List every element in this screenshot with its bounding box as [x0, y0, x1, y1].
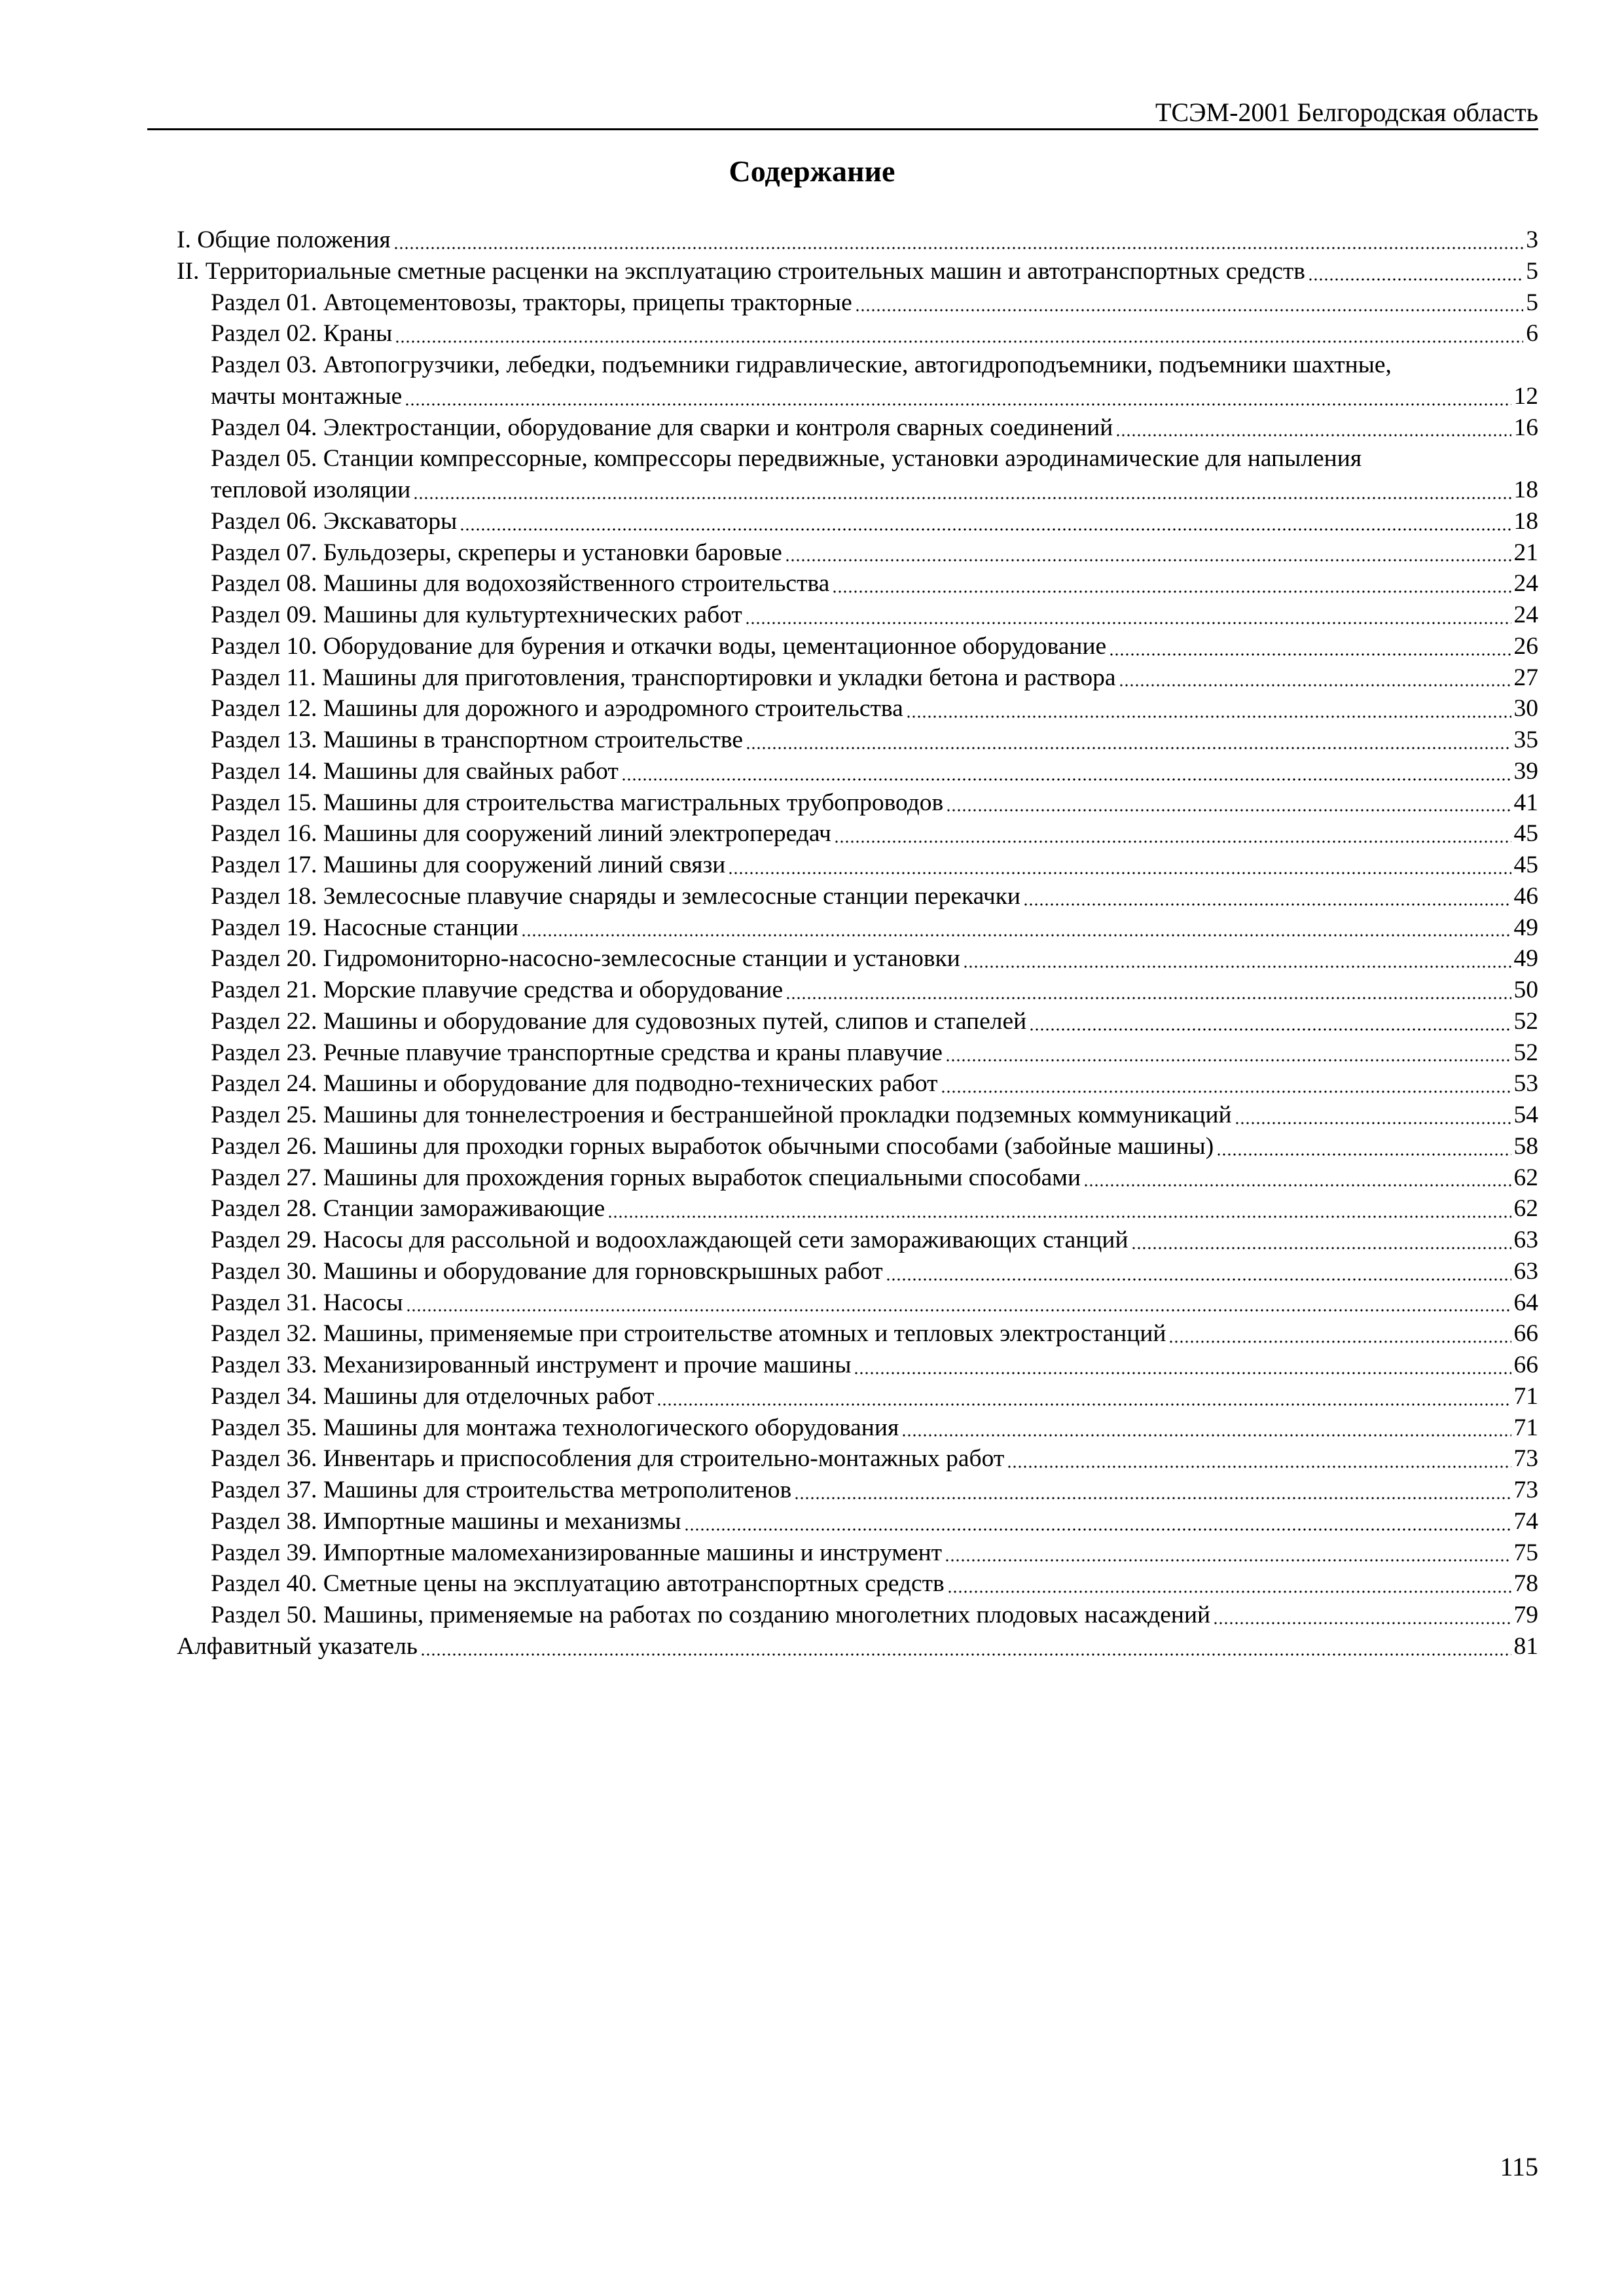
toc-entry-page: 27 — [1513, 664, 1538, 691]
toc-entry[interactable] — [177, 1506, 1538, 1537]
dot-leader — [684, 1528, 1511, 1531]
dot-leader — [1109, 653, 1511, 656]
toc-entry-page: 49 — [1513, 945, 1538, 973]
dot-leader — [946, 809, 1511, 812]
toc-entry[interactable] — [177, 1381, 1538, 1412]
toc-entry-title: тепловой изоляции — [211, 476, 411, 503]
dot-leader — [1083, 1184, 1511, 1187]
dot-leader — [854, 1372, 1511, 1374]
dot-leader — [393, 247, 1524, 249]
dot-leader — [521, 934, 1511, 937]
toc-entry[interactable] — [177, 1350, 1538, 1381]
toc-entry-page: 6 — [1526, 320, 1538, 348]
toc-entry-title: Раздел 06. Экскаваторы — [211, 507, 458, 535]
dot-leader — [657, 1403, 1511, 1406]
toc-entry-page: 71 — [1513, 1382, 1538, 1410]
toc-entry-title: Раздел 50. Машины, применяемые на работах по созданию многолетних плодовых насаждений — [211, 1602, 1211, 1628]
toc-entry-title: Раздел 13. Машины в транспортном строительстве — [211, 726, 744, 753]
toc-entry[interactable] — [177, 1631, 1538, 1662]
toc-entry-title: Раздел 14. Машины для свайных работ — [211, 757, 619, 785]
toc-entry-title: Раздел 24. Машины и оборудование для подводно-технических работ — [211, 1070, 938, 1098]
dot-leader — [728, 872, 1511, 874]
toc-entry-page: 18 — [1513, 476, 1538, 503]
dot-leader — [420, 1653, 1511, 1656]
toc-entry-title: I. Общие положения — [177, 226, 391, 253]
toc-entry[interactable] — [177, 1131, 1538, 1162]
toc-entry-page: 66 — [1513, 1320, 1538, 1348]
toc-entry[interactable] — [177, 1006, 1538, 1037]
toc-entry[interactable] — [177, 1256, 1538, 1287]
toc-entry-title: Раздел 04. Электростанции, оборудование для сварки и контроля сварных соединений — [211, 414, 1113, 441]
dot-leader — [794, 1497, 1511, 1499]
toc-entry[interactable] — [177, 1412, 1538, 1444]
toc-entry-title: Раздел 01. Автоцементовозы, тракторы, прицепы тракторные — [211, 289, 852, 316]
dot-leader — [621, 778, 1511, 781]
toc-entry[interactable] — [177, 1100, 1538, 1131]
toc-entry-page: 74 — [1513, 1507, 1538, 1535]
toc-entry[interactable] — [177, 287, 1538, 319]
dot-leader — [1235, 1122, 1511, 1124]
toc-entry-page: 64 — [1513, 1289, 1538, 1316]
toc-entry-title: Раздел 19. Насосные станции — [211, 914, 519, 941]
toc-entry[interactable] — [177, 1037, 1538, 1069]
toc-entry[interactable] — [177, 756, 1538, 787]
toc-entry[interactable] — [177, 1443, 1538, 1475]
dot-leader — [1115, 434, 1511, 437]
toc-entry[interactable] — [177, 1193, 1538, 1225]
toc-entry[interactable] — [177, 1162, 1538, 1194]
dot-leader — [855, 309, 1523, 312]
toc-entry[interactable] — [177, 693, 1538, 725]
toc-entry-page: 50 — [1513, 977, 1538, 1003]
toc-entry-page: 18 — [1513, 507, 1538, 535]
toc-entry-title: Раздел 39. Импортные маломеханизированные машины и инструмент — [211, 1539, 943, 1566]
toc-entry-title-line: Раздел 03. Автопогрузчики, лебедки, подъемники гидравлические, автогидроподъемники, подъемники шахтные, — [211, 351, 1392, 378]
toc-entry-page: 21 — [1513, 539, 1538, 566]
dot-leader — [941, 1090, 1511, 1093]
dot-leader — [901, 1434, 1511, 1437]
toc-entry-page: 24 — [1513, 570, 1538, 598]
toc-entry[interactable] — [177, 1600, 1538, 1631]
toc-entry-title: Раздел 23. Речные плавучие транспортные средства и краны плавучие — [211, 1039, 943, 1066]
toc-entry-title: Раздел 28. Станции замораживающие — [211, 1195, 605, 1223]
toc-entry-page: 45 — [1513, 852, 1538, 878]
toc-entry[interactable] — [177, 1287, 1538, 1319]
dot-leader — [1216, 1153, 1511, 1156]
toc-entry-title: Раздел 21. Морские плавучие средства и оборудование — [211, 977, 784, 1003]
toc-entry-title: Раздел 25. Машины для тоннелестроения и бестраншейной прокладки подземных коммуникаций — [211, 1102, 1232, 1128]
dot-leader — [785, 559, 1511, 562]
toc-entry[interactable] — [177, 1318, 1538, 1350]
toc-entry-title: Раздел 30. Машины и оборудование для горновскрышных работ — [211, 1257, 883, 1285]
toc-entry[interactable] — [177, 943, 1538, 975]
toc-entry-title: Раздел 18. Землесосные плавучие снаряды и землесосные станции перекачки — [211, 882, 1020, 910]
toc-entry-page: 78 — [1513, 1570, 1538, 1598]
toc-entry-title: Раздел 37. Машины для строительства метрополитенов — [211, 1477, 792, 1503]
toc-entry-title: Раздел 20. Гидромониторно-насосно-землесосные станции и установки — [211, 945, 960, 973]
dot-leader — [945, 1559, 1511, 1562]
toc-entry-page: 73 — [1513, 1477, 1538, 1503]
dot-leader — [405, 403, 1511, 406]
toc-entry-page: 75 — [1513, 1539, 1538, 1566]
toc-entry[interactable] — [177, 725, 1538, 756]
dot-leader — [746, 747, 1511, 749]
toc-entry[interactable] — [177, 1225, 1538, 1256]
toc-entry-page: 52 — [1513, 1007, 1538, 1035]
toc-entry-title: Раздел 27. Машины для прохождения горных выработок специальными способами — [211, 1164, 1081, 1191]
dot-leader — [785, 997, 1511, 999]
toc-entry-page: 62 — [1513, 1164, 1538, 1191]
toc-entry[interactable] — [177, 1475, 1538, 1506]
dot-leader — [406, 1309, 1511, 1312]
toc-entry-title: Раздел 09. Машины для культуртехнических работ — [211, 601, 742, 628]
toc-entry[interactable] — [177, 568, 1538, 600]
dot-leader — [834, 840, 1511, 843]
toc-entry-page: 46 — [1513, 882, 1538, 910]
header-text: ТСЭМ-2001 Белгородская область — [1155, 98, 1538, 127]
dot-leader — [1168, 1340, 1511, 1343]
toc-entry-title: Раздел 31. Насосы — [211, 1289, 403, 1316]
toc-entry-title: мачты монтажные — [211, 382, 403, 410]
dot-leader — [886, 1278, 1511, 1281]
toc-entry-page: 58 — [1513, 1132, 1538, 1160]
running-header — [147, 98, 1538, 130]
dot-leader — [947, 1590, 1511, 1593]
toc-entry[interactable] — [177, 787, 1538, 819]
toc-entry[interactable] — [177, 256, 1538, 287]
toc-entry-title: Раздел 34. Машины для отделочных работ — [211, 1382, 655, 1410]
toc-entry[interactable] — [177, 1568, 1538, 1600]
toc-entry-page: 79 — [1513, 1602, 1538, 1628]
toc-entry-page: 54 — [1513, 1102, 1538, 1128]
toc-entry-page: 5 — [1526, 257, 1538, 285]
dot-leader — [1023, 903, 1511, 906]
toc-entry[interactable] — [177, 975, 1538, 1006]
toc-entry[interactable] — [177, 881, 1538, 912]
toc-entry-title: Раздел 11. Машины для приготовления, транспортировки и укладки бетона и раствора — [211, 664, 1116, 691]
toc-entry[interactable] — [177, 662, 1538, 694]
toc-entry-title: Раздел 22. Машины и оборудование для судовозных путей, слипов и стапелей — [211, 1007, 1027, 1035]
toc-entry[interactable] — [177, 412, 1538, 444]
toc-entry[interactable] — [177, 1537, 1538, 1569]
toc-entry-title: Раздел 08. Машины для водохозяйственного строительства — [211, 570, 830, 598]
toc-entry-title: Раздел 33. Механизированный инструмент и прочие машины — [211, 1352, 852, 1378]
toc-entry-title: Раздел 15. Машины для строительства магистральных трубопроводов — [211, 789, 944, 816]
dot-leader — [1308, 278, 1523, 281]
toc-entry-title: Раздел 10. Оборудование для бурения и откачки воды, цементационное оборудование — [211, 632, 1107, 660]
toc-entry-page: 24 — [1513, 601, 1538, 628]
toc-entry-title: Раздел 12. Машины для дорожного и аэродромного строительства — [211, 695, 903, 723]
dot-leader — [395, 340, 1523, 343]
toc-entry[interactable] — [177, 912, 1538, 944]
page-number: 115 — [1500, 2152, 1538, 2181]
dot-leader — [963, 965, 1511, 968]
toc-entry-title: Раздел 32. Машины, применяемые при строительстве атомных и тепловых электростанций — [211, 1320, 1166, 1348]
toc-entry-page: 12 — [1513, 382, 1538, 410]
toc-entry-page: 62 — [1513, 1195, 1538, 1223]
toc-entry-title: Раздел 02. Краны — [211, 320, 393, 348]
toc-entry-title: Раздел 17. Машины для сооружений линий связи — [211, 852, 726, 878]
toc-entry-page: 3 — [1526, 226, 1538, 253]
dot-leader — [945, 1059, 1511, 1062]
dot-leader — [832, 590, 1511, 593]
toc-entry[interactable] — [177, 443, 1538, 506]
toc-entry-page: 45 — [1513, 820, 1538, 848]
toc-entry-page: 39 — [1513, 757, 1538, 785]
toc-entry-page: 16 — [1513, 414, 1538, 441]
dot-leader — [1131, 1247, 1511, 1249]
dot-leader — [1119, 684, 1511, 687]
toc-entry-title: Раздел 07. Бульдозеры, скреперы и установки баровые — [211, 539, 782, 566]
toc-entry[interactable] — [177, 1068, 1538, 1100]
toc-entry-title: Раздел 36. Инвентарь и приспособления для строительно-монтажных работ — [211, 1445, 1005, 1473]
toc-entry-title: Раздел 26. Машины для проходки горных выработок обычными способами (забойные машины) — [211, 1132, 1214, 1160]
toc-entry-page: 63 — [1513, 1257, 1538, 1285]
toc-entry[interactable] — [177, 506, 1538, 537]
toc-entry[interactable] — [177, 631, 1538, 662]
toc-entry-title-line: Раздел 05. Станции компрессорные, компрессоры передвижные, установки аэродинамические для напыления — [211, 445, 1362, 473]
toc-entry-page: 30 — [1513, 695, 1538, 723]
toc-entry-page: 26 — [1513, 632, 1538, 660]
toc-entry-title: Раздел 38. Импортные машины и механизмы — [211, 1507, 681, 1535]
dot-leader — [1007, 1465, 1511, 1468]
dot-leader — [1029, 1028, 1511, 1031]
toc-entry-title: Раздел 29. Насосы для рассольной и водоохлаждающей сети замораживающих станций — [211, 1227, 1128, 1253]
toc-entry-page: 53 — [1513, 1070, 1538, 1098]
table-of-contents — [177, 224, 1538, 1662]
toc-entry-page: 52 — [1513, 1039, 1538, 1066]
toc-entry-title: II. Территориальные сметные расценки на эксплуатацию строительных машин и автотранспортных средств — [177, 257, 1305, 285]
toc-entry[interactable] — [177, 818, 1538, 850]
toc-entry-page: 63 — [1513, 1227, 1538, 1253]
toc-entry-page: 5 — [1526, 289, 1538, 316]
toc-entry[interactable] — [177, 850, 1538, 881]
toc-entry-page: 66 — [1513, 1352, 1538, 1378]
dot-leader — [607, 1215, 1511, 1218]
toc-entry[interactable] — [177, 600, 1538, 631]
dot-leader — [745, 622, 1511, 624]
toc-entry-page: 41 — [1513, 789, 1538, 816]
toc-entry-title: Раздел 35. Машины для монтажа технологического оборудования — [211, 1414, 899, 1441]
toc-entry-title: Раздел 40. Сметные цены на эксплуатацию автотранспортных средств — [211, 1570, 945, 1598]
toc-entry[interactable] — [177, 224, 1538, 256]
toc-entry-page: 81 — [1513, 1632, 1538, 1660]
toc-entry[interactable] — [177, 350, 1538, 412]
toc-entry-page: 71 — [1513, 1414, 1538, 1441]
page-title: Содержание — [729, 154, 895, 188]
toc-entry-page: 49 — [1513, 914, 1538, 941]
toc-entry[interactable] — [177, 537, 1538, 569]
toc-entry-title: Алфавитный указатель — [177, 1632, 418, 1660]
toc-entry-title: Раздел 16. Машины для сооружений линий электропередач — [211, 820, 831, 848]
dot-leader — [413, 497, 1511, 499]
toc-entry[interactable] — [177, 318, 1538, 350]
toc-entry-page: 35 — [1513, 726, 1538, 753]
dot-leader — [460, 528, 1511, 531]
dot-leader — [906, 715, 1511, 718]
toc-entry-page: 73 — [1513, 1445, 1538, 1473]
dot-leader — [1213, 1622, 1511, 1624]
